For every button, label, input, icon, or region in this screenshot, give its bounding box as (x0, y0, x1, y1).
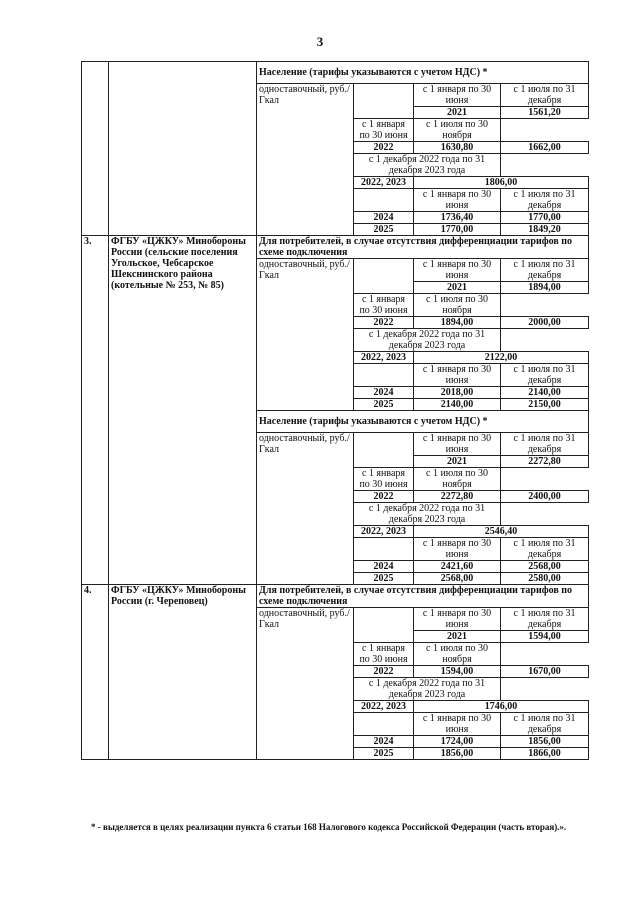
tariff-table (81, 61, 589, 760)
year-label: 2022 (354, 666, 414, 678)
period-first-half: с 1 января по 30 июня (414, 433, 501, 456)
year-label: 2022, 2023 (354, 177, 414, 189)
tariff-value: 1594,00 (501, 631, 589, 643)
tariff-value: 1856,00 (501, 736, 589, 748)
period-first-half: с 1 января по 30 июня (414, 84, 501, 107)
period-second-half: с 1 июля по 31 декабря (501, 259, 589, 282)
organization-name: ФГБУ «ЦЖКУ» Минобороны России (сельские поселения Угольское, Чебсарское Шекснинского района (котельные № 253, № 85) (109, 236, 257, 585)
table-row (82, 585, 589, 608)
tariff-value: 2140,00 (501, 387, 589, 399)
year-label: 2025 (354, 748, 414, 760)
row-number (82, 62, 109, 236)
year-label: 2021 (414, 631, 501, 643)
tariff-value: 1866,00 (501, 748, 589, 760)
tariff-value: 2421,60 (414, 561, 501, 573)
rate-type: одноставочный, руб./Гкал (257, 84, 354, 236)
period-second-half: с 1 июля по 30 ноября (414, 119, 501, 142)
tariff-value: 2272,80 (414, 491, 501, 503)
period-merged: с 1 декабря 2022 года по 31 декабря 2023 года (354, 154, 501, 177)
period-second-half: с 1 июля по 30 ноября (414, 643, 501, 666)
table-row (82, 236, 589, 259)
tariff-value: 2150,00 (501, 399, 589, 411)
footnote: * - выделяется в целях реализации пункта 6 статьи 168 Налогового кодекса Российской Федерации (часть вторая).». (91, 822, 567, 832)
group-title: Для потребителей, в случае отсутствия дифференциации тарифов по схеме подключения (257, 585, 589, 608)
tariff-value: 2546,40 (414, 526, 589, 538)
year-label: 2022 (354, 317, 414, 329)
organization-name (109, 62, 257, 236)
tariff-value: 2400,00 (501, 491, 589, 503)
empty-year-cell (354, 84, 414, 119)
year-label: 2025 (354, 224, 414, 236)
period-second-half: с 1 июля по 31 декабря (501, 189, 589, 212)
period-second-half: с 1 июля по 31 декабря (501, 538, 589, 561)
period-first-half: с 1 января по 30 июня (354, 468, 414, 491)
year-label: 2022, 2023 (354, 352, 414, 364)
period-second-half: с 1 июля по 30 ноября (414, 468, 501, 491)
empty-year-cell (354, 433, 414, 468)
year-label: 2021 (414, 107, 501, 119)
period-second-half: с 1 июля по 31 декабря (501, 364, 589, 387)
rate-type: одноставочный, руб./Гкал (257, 259, 354, 411)
organization-name: ФГБУ «ЦЖКУ» Минобороны России (г. Череповец) (109, 585, 257, 760)
tariff-value: 2122,00 (414, 352, 589, 364)
period-merged: с 1 декабря 2022 года по 31 декабря 2023 года (354, 503, 501, 526)
empty-year-cell (354, 259, 414, 294)
row-number: 3. (82, 236, 109, 585)
page-number: 3 (316, 34, 324, 49)
group-title: Население (тарифы указываются с учетом НДС) * (257, 411, 589, 433)
tariff-value: 1770,00 (414, 224, 501, 236)
tariff-value: 1670,00 (501, 666, 589, 678)
tariff-value: 2018,00 (414, 387, 501, 399)
rate-type: одноставочный, руб./Гкал (257, 433, 354, 585)
empty-year-cell (354, 608, 414, 643)
period-first-half: с 1 января по 30 июня (354, 294, 414, 317)
year-label: 2022 (354, 491, 414, 503)
tariff-value: 2000,00 (501, 317, 589, 329)
period-first-half: с 1 января по 30 июня (414, 608, 501, 631)
period-first-half: с 1 января по 30 июня (354, 643, 414, 666)
year-label: 2022 (354, 142, 414, 154)
empty-year-cell (354, 189, 414, 212)
tariff-value: 2140,00 (414, 399, 501, 411)
tariff-value: 1736,40 (414, 212, 501, 224)
period-second-half: с 1 июля по 31 декабря (501, 713, 589, 736)
tariff-value: 1856,00 (414, 748, 501, 760)
tariff-value: 1630,80 (414, 142, 501, 154)
year-label: 2024 (354, 387, 414, 399)
period-first-half: с 1 января по 30 июня (414, 713, 501, 736)
tariff-value: 2580,00 (501, 573, 589, 585)
year-label: 2022, 2023 (354, 526, 414, 538)
period-merged: с 1 декабря 2022 года по 31 декабря 2023 года (354, 329, 501, 352)
tariff-value: 1662,00 (501, 142, 589, 154)
year-label: 2021 (414, 456, 501, 468)
tariff-value: 1806,00 (414, 177, 589, 189)
tariff-value: 1724,00 (414, 736, 501, 748)
year-label: 2022, 2023 (354, 701, 414, 713)
period-merged: с 1 декабря 2022 года по 31 декабря 2023 года (354, 678, 501, 701)
tariff-value: 2568,00 (501, 561, 589, 573)
empty-year-cell (354, 364, 414, 387)
table-row (82, 62, 589, 84)
empty-year-cell (354, 713, 414, 736)
period-first-half: с 1 января по 30 июня (414, 189, 501, 212)
year-label: 2025 (354, 399, 414, 411)
rate-type: одноставочный, руб./Гкал (257, 608, 354, 760)
group-title: Население (тарифы указываются с учетом НДС) * (257, 62, 589, 84)
period-first-half: с 1 января по 30 июня (414, 364, 501, 387)
tariff-value: 1894,00 (414, 317, 501, 329)
year-label: 2024 (354, 212, 414, 224)
tariff-value: 2272,80 (501, 456, 589, 468)
tariff-value: 1561,20 (501, 107, 589, 119)
tariff-value: 1894,00 (501, 282, 589, 294)
period-second-half: с 1 июля по 31 декабря (501, 433, 589, 456)
period-first-half: с 1 января по 30 июня (414, 259, 501, 282)
period-second-half: с 1 июля по 31 декабря (501, 84, 589, 107)
period-second-half: с 1 июля по 31 декабря (501, 608, 589, 631)
period-first-half: с 1 января по 30 июня (354, 119, 414, 142)
tariff-value: 2568,00 (414, 573, 501, 585)
year-label: 2024 (354, 736, 414, 748)
tariff-value: 1849,20 (501, 224, 589, 236)
year-label: 2021 (414, 282, 501, 294)
year-label: 2024 (354, 561, 414, 573)
period-first-half: с 1 января по 30 июня (414, 538, 501, 561)
empty-year-cell (354, 538, 414, 561)
group-title: Для потребителей, в случае отсутствия дифференциации тарифов по схеме подключения (257, 236, 589, 259)
period-second-half: с 1 июля по 30 ноября (414, 294, 501, 317)
tariff-value: 1746,00 (414, 701, 589, 713)
tariff-value: 1594,00 (414, 666, 501, 678)
row-number: 4. (82, 585, 109, 760)
tariff-value: 1770,00 (501, 212, 589, 224)
year-label: 2025 (354, 573, 414, 585)
